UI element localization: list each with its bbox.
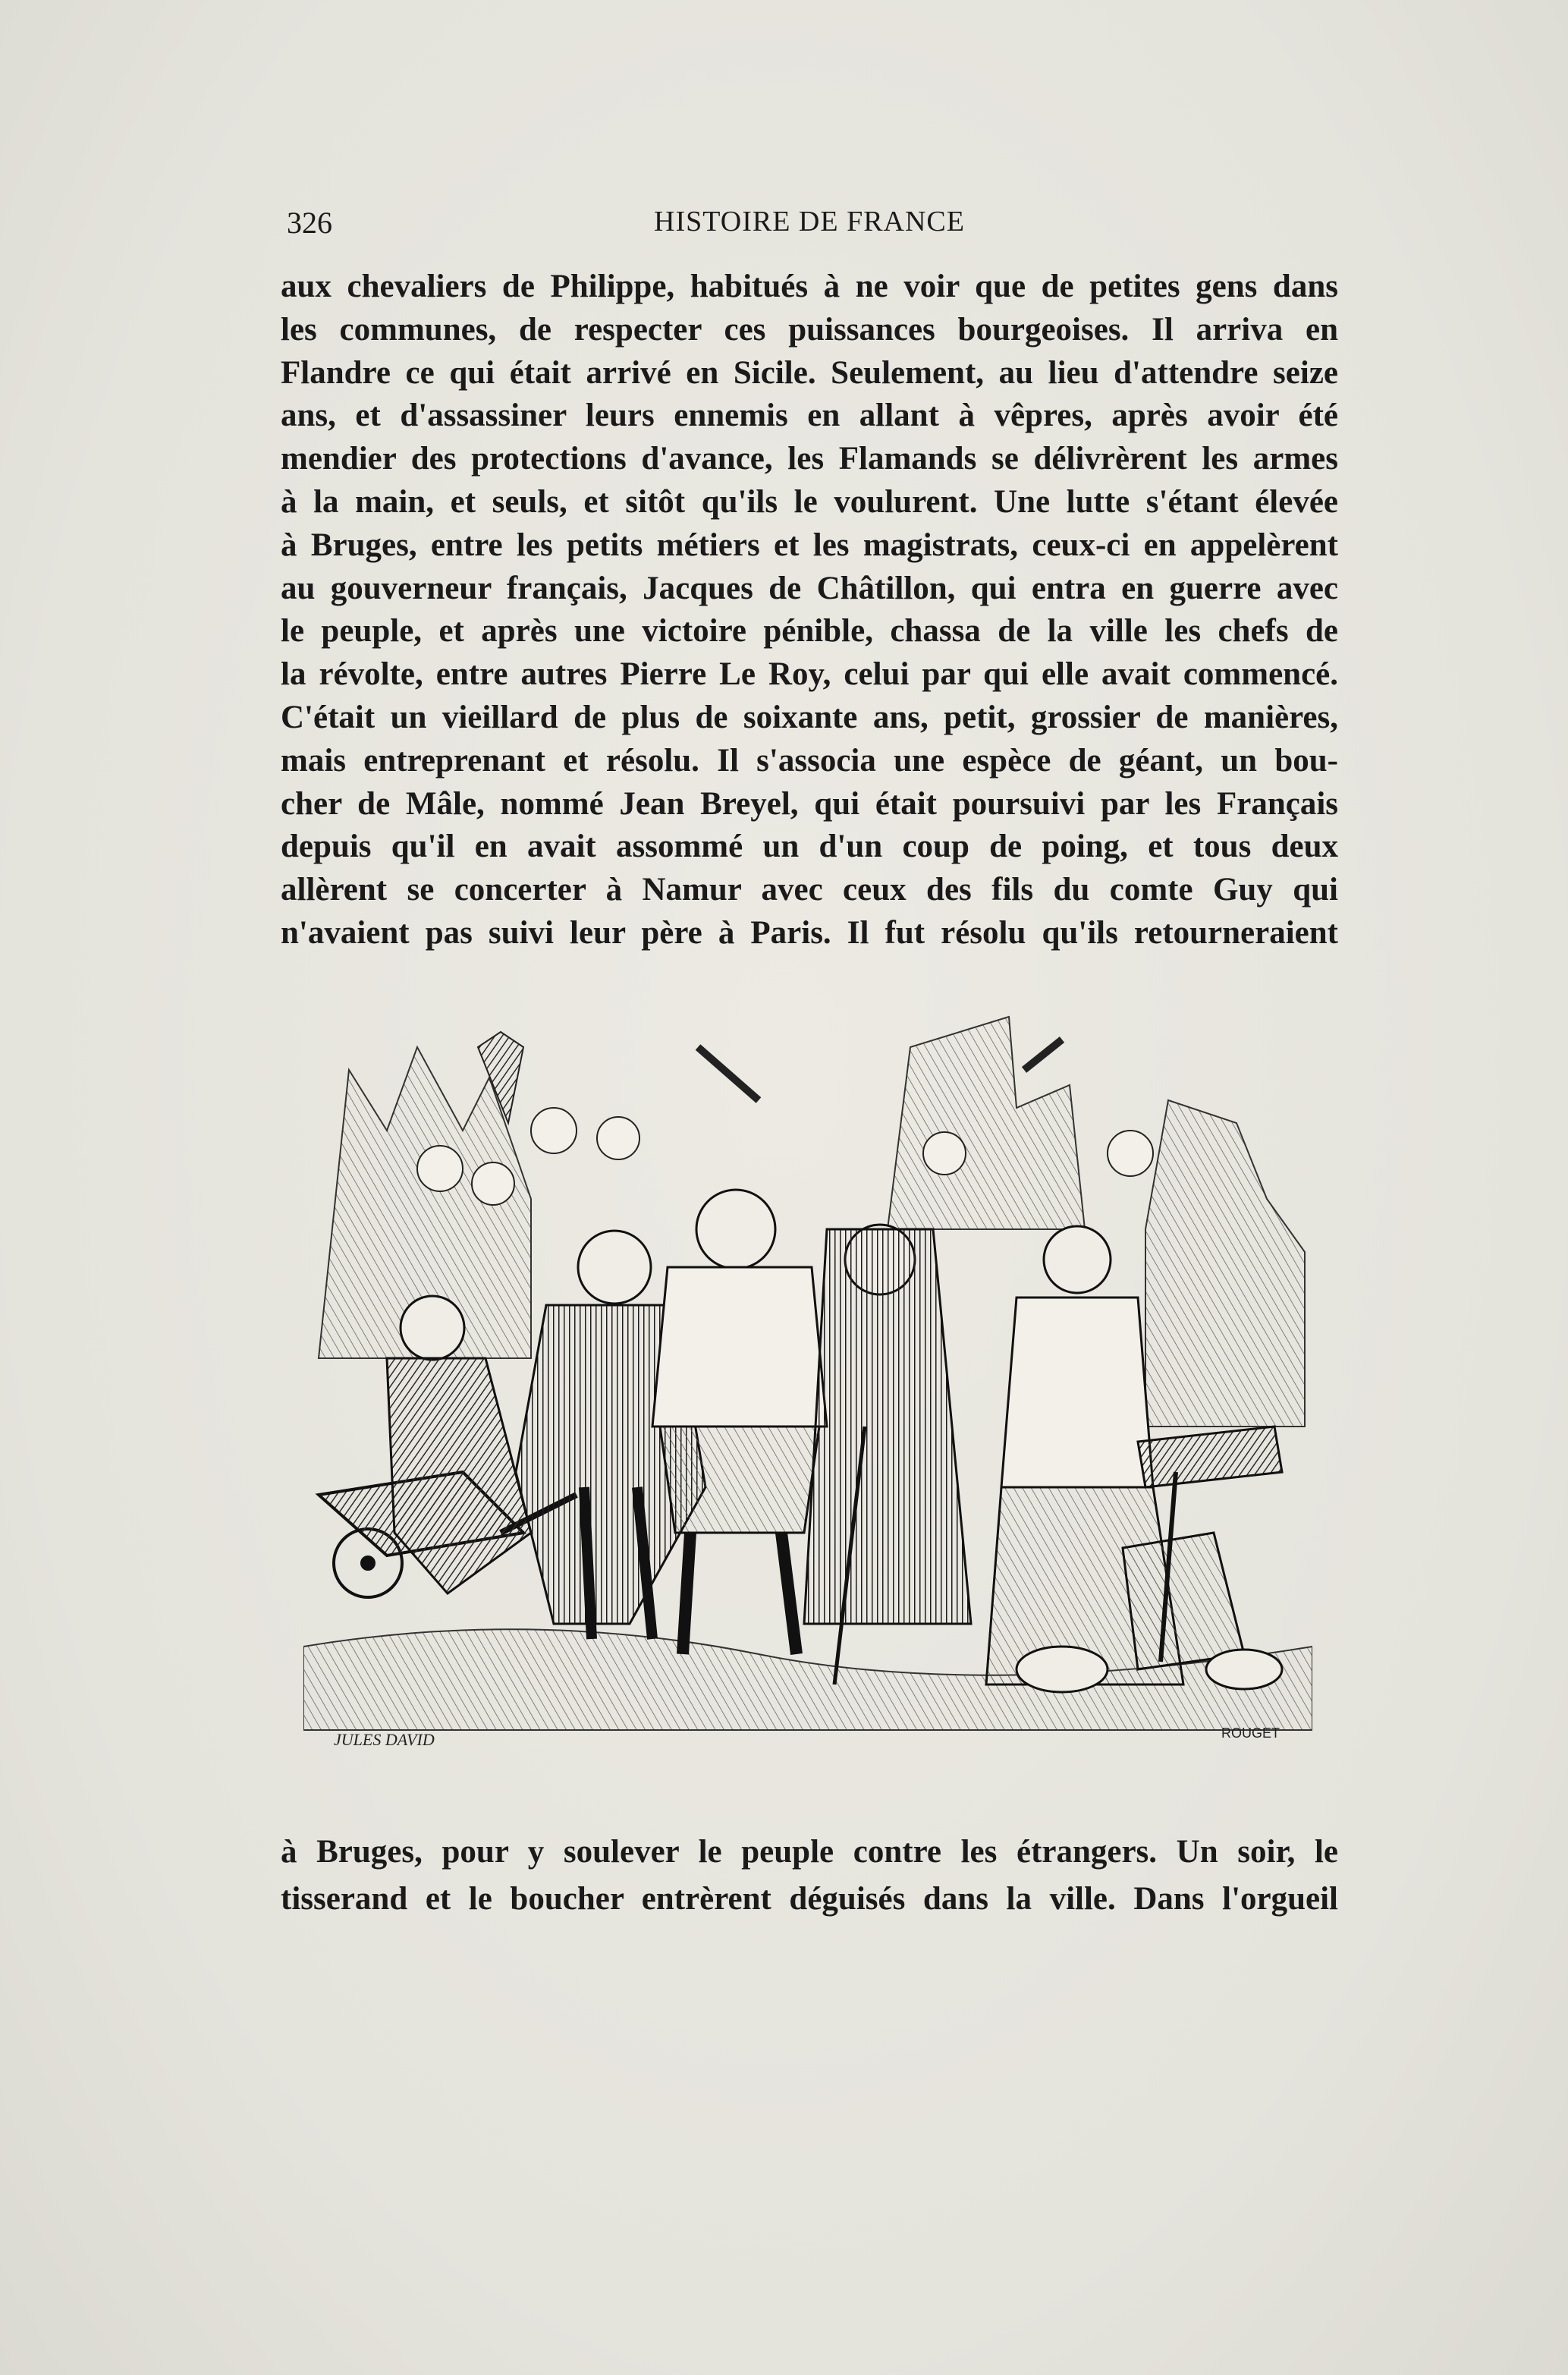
butcher-jean-breyel bbox=[652, 1190, 827, 1654]
engraver-signature: ROUGET bbox=[1221, 1725, 1280, 1741]
page-number: 326 bbox=[287, 206, 332, 240]
page-header bbox=[282, 199, 1337, 244]
text-line: mais entreprenant et résolu. Il s'associa une espèce de géant, un bou- bbox=[281, 742, 1338, 779]
text-line: le peuple, et après une victoire pénible, chassa de la ville les chefs de bbox=[281, 613, 1338, 650]
text-line: cher de Mâle, nommé Jean Breyel, qui était poursuivi par les Français bbox=[281, 785, 1338, 822]
text-line: les communes, de respecter ces puissances bourgeoises. Il arriva en bbox=[281, 311, 1338, 348]
hooded-figure bbox=[804, 1225, 971, 1685]
artist-signature: JULES DAVID bbox=[334, 1730, 435, 1749]
text-line: allèrent se concerter à Namur avec ceux des fils du comte Guy qui bbox=[281, 872, 1338, 908]
text-line: à la main, et seuls, et sitôt qu'ils le voulurent. Une lutte s'étant élevée bbox=[281, 483, 1338, 520]
text-line: tisserand et le boucher entrèrent déguisés dans la ville. Dans l'orgueil bbox=[281, 1881, 1338, 1917]
text-line: à Bruges, pour y soulever le peuple contre les étrangers. Un soir, le bbox=[281, 1834, 1338, 1870]
body-text-bottom bbox=[281, 1829, 1338, 1923]
text-line: au gouverneur français, Jacques de Châtillon, qui entra en guerre avec bbox=[281, 570, 1338, 606]
text-line: mendier des protections d'avance, les Flamands se délivrèrent les armes bbox=[281, 441, 1338, 477]
text-line: depuis qu'il en avait assommé un d'un coup de poing, et tous deux bbox=[281, 829, 1338, 865]
engraving-illustration bbox=[303, 1002, 1312, 1753]
text-line: C'était un vieillard de plus de soixante ans, petit, grossier de manières, bbox=[281, 699, 1338, 735]
text-line: à Bruges, entre les petits métiers et les magistrats, ceux-ci en appelèrent bbox=[281, 527, 1338, 563]
text-line: aux chevaliers de Philippe, habitués à ne voir que de petites gens dans bbox=[281, 269, 1338, 304]
running-title: HISTOIRE DE FRANCE bbox=[654, 206, 965, 238]
text-line: n'avaient pas suivi leur père à Paris. Il fut résolu qu'ils retourneraient bbox=[281, 914, 1338, 951]
text-line: la révolte, entre autres Pierre Le Roy, celui par qui elle avait commencé. bbox=[281, 656, 1338, 693]
text-line: Flandre ce qui était arrivé en Sicile. Seulement, au lieu d'attendre seize bbox=[281, 354, 1338, 391]
body-text-top bbox=[281, 266, 1338, 955]
text-line: ans, et d'assassiner leurs ennemis en allant à vêpres, après avoir été bbox=[281, 398, 1338, 434]
engraving-drawing bbox=[303, 1002, 1312, 1753]
